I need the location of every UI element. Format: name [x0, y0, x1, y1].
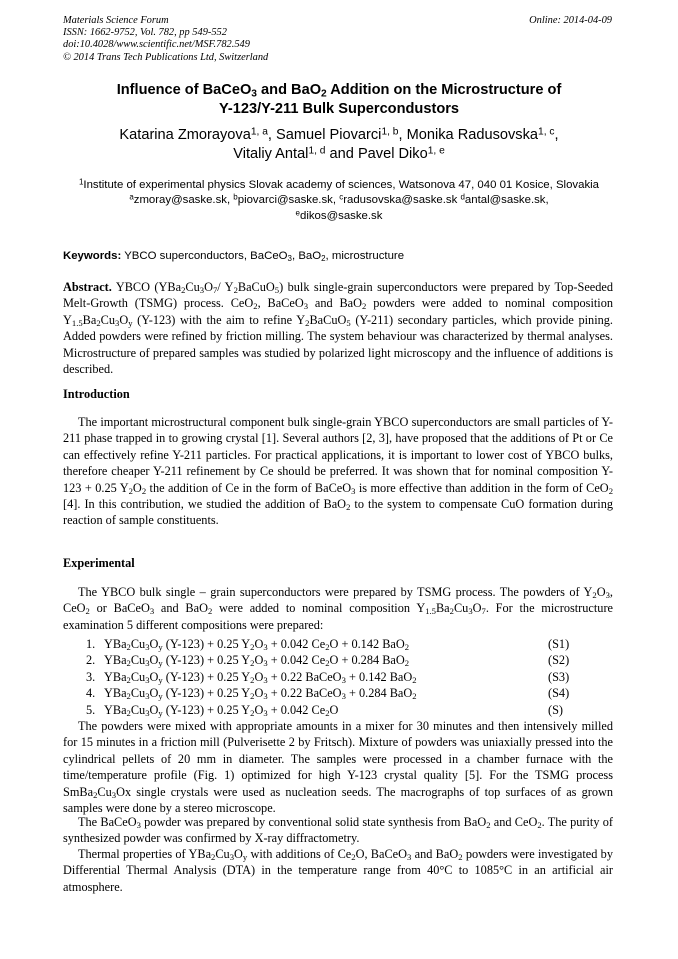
affiliation — [60, 178, 618, 224]
title-line-1: Influence of BaCeO$_3$ and BaO$_2$ Addition on the Microstructure of — [116, 82, 562, 100]
list-item — [86, 685, 626, 701]
affiliation-emails: $^a$zmoray@saske.sk, $^b$piovarci@saske.sk, $^c$radusovska@saske.sk $^d$antal@saske.sk, — [129, 192, 549, 207]
synthesis-paragraph: The BaCeO$_3$ powder was prepared by conventional solid state synthesis from BaO$_2$ and CeO$_2$. The purity of synthesized powder was confirmed by X-ray diffractometry. — [63, 815, 613, 846]
list-item-label: (S2) — [548, 653, 570, 668]
list-item — [86, 636, 626, 652]
list-item-formula: $YBa_2Cu_3O_y$ (Y-123) + 0.25 $Y_2O_3 + 0.042$ $Ce_2O + 0.142$ BaO$_2$ — [104, 637, 410, 653]
list-item-number: 4. — [86, 686, 96, 701]
list-item-formula: $YBa_2Cu_3O_y$ (Y-123) + 0.25 $Y_2O_3 + 0.22$ BaCeO$_3$ + 0.284 BaO$_2$ — [104, 686, 417, 702]
list-item-number: 2. — [86, 653, 96, 668]
journal-header — [63, 15, 268, 64]
experimental-paragraph: The YBCO bulk single – grain superconductors were prepared by TSMG process. The powders of $Y_2O_3$, CeO$_2$ or BaCeO$_3$ and BaO$_2$ were added to nominal composition $Y_{1.5}Ba_2Cu_3O_7$. For the microstructure examination 5 different compositions were prepared: — [63, 585, 613, 632]
list-item-formula: $YBa_2Cu_3O_y$ (Y-123) + 0.25 $Y_2O_3 + 0.042$ $Ce_2O$ — [104, 702, 339, 718]
affiliation-institute: $^1$Institute of experimental physics Slovak academy of sciences, Watsonova 47, 040 01 Kosice, Slovakia — [78, 177, 600, 191]
list-item-number: 5. — [86, 702, 96, 717]
list-item — [86, 669, 626, 685]
authors-line-2: Vitaliy Antal$^{1, d}$ and Pavel Diko$^{1, e}$ — [233, 145, 445, 162]
affiliation-email-last: $^e$dikos@saske.sk — [295, 208, 383, 222]
list-item-number: 1. — [86, 637, 96, 651]
introduction-paragraph: The important microstructural component bulk single-grain YBCO superconductors are small particles of Y-211 phase trapped in to growing crystal [1]. Several authors [2, 3], have proposed that the additions of Pt or Ce can effectively refine Y-211 particles. For practical applications, it is important to lower cost of YBCO bulks, therefore cheaper Y-211 refinement by Ce should be preferred. It was shown that for nominal composition Y-123 + 0.25 $Y_2O_2$ the addition of Ce in the form of BaCeO$_3$ is more effective than addition in the form of CeO$_2$ [4]. In this contribution, we studied the addition of BaO$_2$ to the system to compensate CuO formation during reaction of sample constituents. — [63, 415, 613, 528]
copyright-line: © 2014 Trans Tech Publications Ltd, Switzerland — [63, 51, 269, 63]
experimental-heading: Experimental — [63, 556, 135, 570]
journal-name: Materials Science Forum — [63, 15, 169, 26]
list-item-label: (S4) — [548, 686, 570, 701]
list-item-label: (S1) — [548, 637, 570, 651]
abstract-label: Abstract. — [63, 280, 112, 294]
introduction-heading: Introduction — [63, 387, 130, 401]
list-item-label: (S) — [548, 702, 564, 717]
authors-line-1: Katarina Zmorayova$^{1, a}$, Samuel Piovarci$^{1, b}$, Monika Radusovska$^{1, c}$, — [119, 126, 559, 143]
online-date: Online: 2014-04-09 — [529, 15, 612, 26]
title-line-2: Y-123/Y-211 Bulk Supercondustors — [218, 101, 460, 117]
list-item-number: 3. — [86, 669, 96, 684]
author-list — [60, 126, 618, 164]
abstract: Abstract. YBCO ($YBa_2Cu_3O_7/$ $Y_2BaCuO_5$) bulk single-grain superconductors were prepared by Top-Seeded Melt-Growth (TSMG) process. CeO$_2$, BaCeO$_3$ and BaO$_2$ powders were added to nominal composition $Y_{1.5}Ba_2Cu_3O_y$ (Y-123) with the aim to refine $Y_2BaCuO_5$ (Y-211) secondary particles, which provide pining. Added powders were refined by friction milling. The system behaviour was characterized by thermal analyses. Microstructure of prepared samples was studied by polarized light microscopy and the influence of additions is described. — [63, 280, 613, 377]
thermal-paragraph: Thermal properties of $YBa_2Cu_3O_y$ with additions of $Ce_2O$, BaCeO$_3$ and BaO$_2$ powders were investigated by Differential Thermal Analysis (DTA) in the temperature range from 40°C to 1085°C in an artificial air atmosphere. — [63, 847, 613, 894]
list-item-label: (S3) — [548, 669, 570, 684]
issn-line: ISSN: 1662-9752, Vol. 782, pp 549-552 — [63, 27, 227, 39]
keywords: Keywords: YBCO superconductors, BaCeO$_3$, BaO$_2$, microstructure — [63, 250, 405, 263]
list-item — [86, 702, 626, 718]
paper-title — [60, 81, 618, 119]
composition-list — [86, 636, 626, 718]
list-item — [86, 652, 626, 668]
methods-paragraph: The powders were mixed with appropriate amounts in a mixer for 30 minutes and then intensively milled for 15 minutes in a friction mill (Pulverisette 2 by Fritsch). Mixture of powders was uniaxially pressed into the cylindrical pellets of 20 mm in diameter. The samples were processed in a chamber furnace with the time/temperature profile (Fig. 1) optimized for high Y-123 crystal quality [5]. For the TSMG process $SmBa_2Cu_3Ox$ single crystals were used as nucleation seeds. The macrographs of top surfaces of as grown samples were done by a stereo microscope. — [63, 719, 613, 816]
keywords-label: Keywords: — [63, 250, 122, 262]
list-item-formula: $YBa_2Cu_3O_y$ (Y-123) + 0.25 $Y_2O_3 + 0.22$ BaCeO$_3$ + 0.142 BaO$_2$ — [104, 669, 417, 685]
list-item-formula: $YBa_2Cu_3O_y$ (Y-123) + 0.25 $Y_2O_3 + 0.042$ $Ce_2O + 0.284$ BaO$_2$ — [104, 653, 410, 669]
doi-line: doi:10.4028/www.scientific.net/MSF.782.549 — [63, 39, 250, 51]
